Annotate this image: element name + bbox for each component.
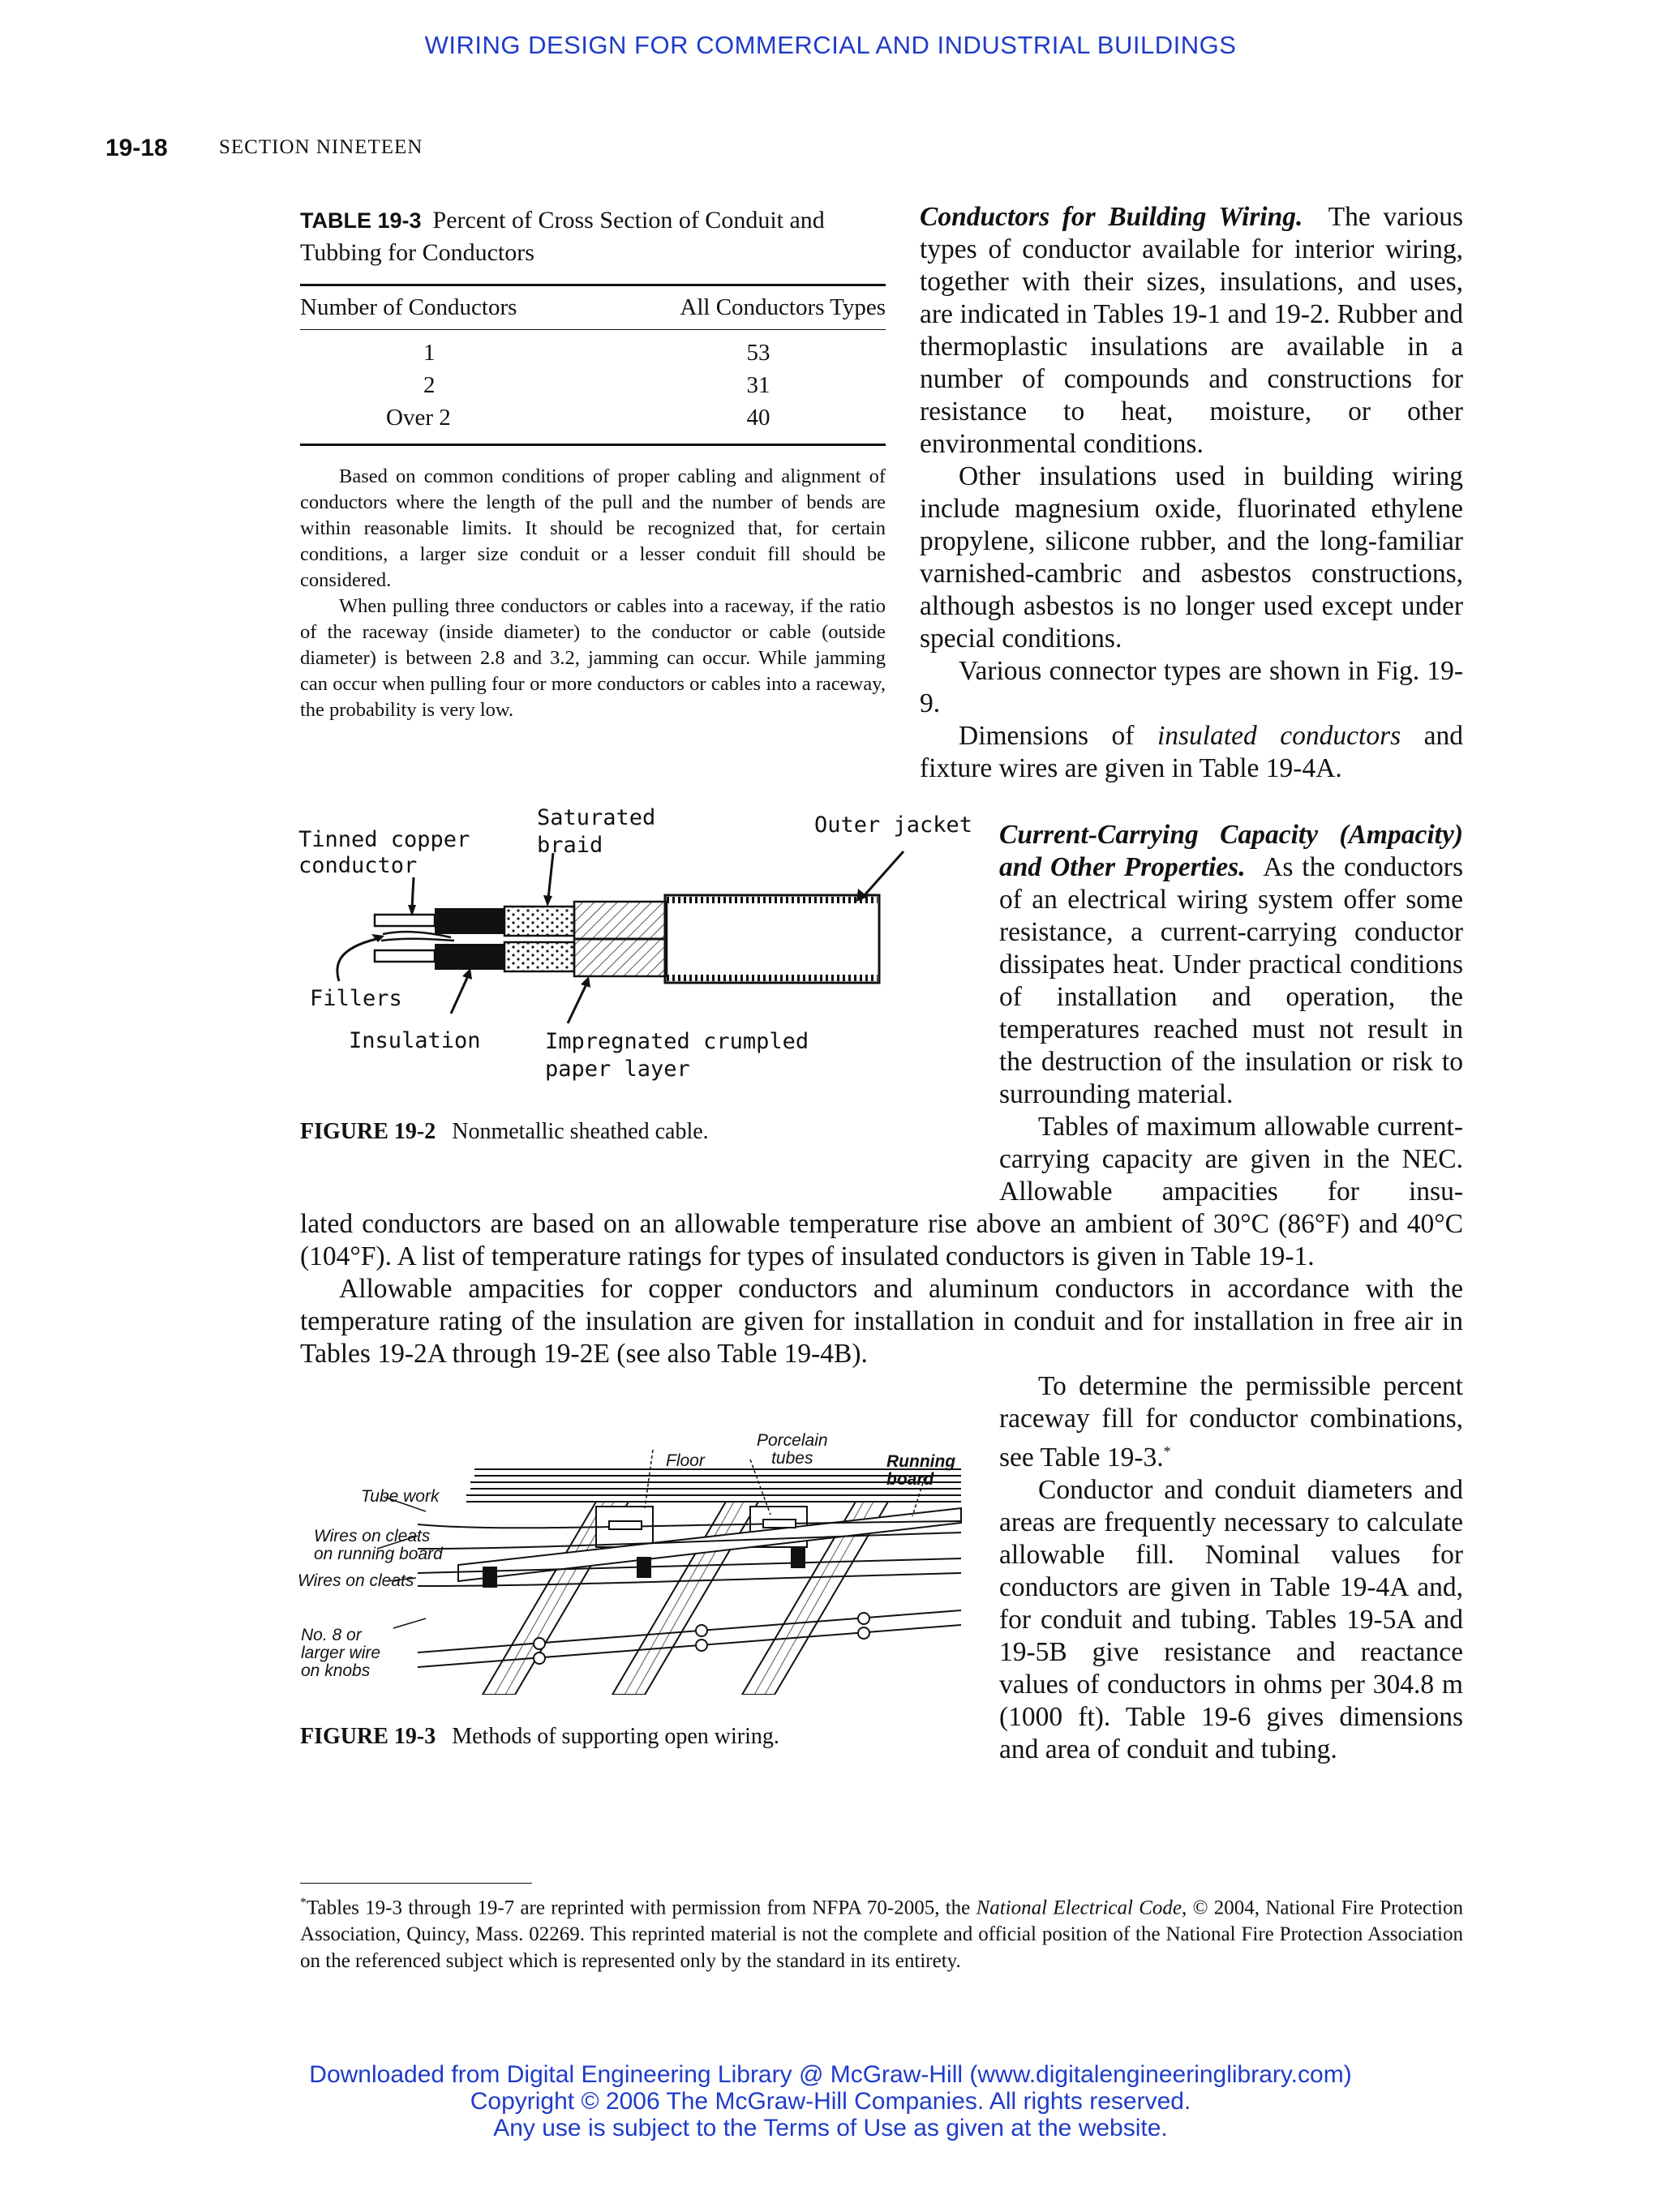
section-heading: Current-Carrying Capacity (Ampacity) and Other Properties. — [999, 820, 1463, 882]
label-line: tubes — [771, 1449, 813, 1468]
figure-19-2-caption — [300, 1119, 709, 1145]
table-row — [300, 401, 886, 434]
figure-label: FIGURE 19-2 — [300, 1119, 436, 1144]
emphasis: National Electrical Code — [976, 1897, 1182, 1919]
figure-label: FIGURE 19-3 — [300, 1724, 436, 1749]
paragraph-text: and fixture wires are given in Table 19-4A. — [920, 721, 1464, 783]
figure-label — [314, 1528, 443, 1563]
label-line: Saturated — [537, 805, 656, 830]
label-line: Wires on cleats — [314, 1527, 431, 1545]
label-line: No. 8 or — [301, 1626, 362, 1644]
column-header: All Conductors Types — [680, 294, 886, 320]
table-note: Based on common conditions of proper cabling and alignment of conductors where the length of the pull and the number of bends are within reasonable limits. It should be recognized that, for certain conditions, a larger size conduit or a lesser conduit fill should be considered. — [300, 465, 886, 591]
notice-line: Any use is subject to the Terms of Use as given at the website. — [493, 2115, 1168, 2141]
paragraph: As the conductors of an electrical wiring system offer some resistance, a current-carrying conductor dissipates heat. Under practical conditions of installation and operation, the temperatures reached must not result in the destruction of the insulation or risk to surrounding material. — [999, 852, 1463, 1109]
table-caption — [300, 204, 886, 269]
table-title: Percent of Cross Section of Conduit and Tubbing for Conductors — [300, 207, 825, 266]
footnote-mark: * — [1163, 1443, 1171, 1460]
footnote-text: Tables 19-3 through 19-7 are reprinted with permission from NFPA 70-2005, the — [307, 1897, 971, 1919]
label-line: Tinned copper — [298, 827, 470, 852]
label-line: on knobs — [301, 1661, 371, 1680]
figure-label: Tube work — [361, 1487, 440, 1506]
section-raceway-fill — [999, 1370, 1463, 1766]
label-line: Running — [886, 1452, 956, 1471]
figure-label — [545, 1028, 809, 1083]
figure-label: Floor — [666, 1451, 705, 1470]
column-header: Number of Conductors — [300, 294, 517, 320]
label-line: on running board — [314, 1545, 443, 1563]
label-line: braid — [537, 833, 603, 858]
figure-label: Insulation — [349, 1028, 481, 1053]
paragraph: To determine the permissible percent raceway fill for conductor combinations, see Table 19-3. — [999, 1371, 1463, 1473]
table-cell: 1 — [423, 340, 436, 366]
paragraph-text: Dimensions of — [959, 721, 1135, 751]
paragraph: Allowable ampacities for copper conductors and aluminum conductors in accordance with the temperature rating of the insulation are given for installation in conduit and for installation in free air in Tables 19-2A through 19-2E (see also Table 19-4B). — [300, 1274, 1463, 1369]
label-line: conductor — [298, 853, 418, 878]
table-header-row — [300, 286, 886, 329]
section-heading: Conductors for Building Wiring. — [920, 202, 1303, 232]
paragraph: Other insulations used in building wiring include magnesium oxide, fluorinated ethylene propylene, silicone rubber, and the long-familiar varnished-cambric and asbestos constructions, although asbestos is no longer used except under special conditions. — [920, 461, 1463, 654]
label-line: board — [886, 1470, 934, 1489]
paragraph: Conductor and conduit diameters and areas are frequently necessary to calculate allowable fill. Nominal values for conductors are given in Table 19-4A and, for conduit and tubing. Tables 19-5A and 19-5B give resistance and reactance values of conductors in ohms per 304.8 m (1000 ft). Table 19-6 gives dimensions and area of conduit and tubing. — [999, 1475, 1463, 1765]
figure-label — [757, 1432, 828, 1468]
figure-label — [301, 1627, 380, 1680]
table-cell: Over 2 — [386, 405, 451, 431]
table-cell: 40 — [746, 405, 770, 431]
table-row — [300, 369, 886, 401]
running-header: WIRING DESIGN FOR COMMERCIAL AND INDUSTRIAL BUILDINGS — [424, 31, 1237, 59]
ampacity-full-width — [300, 1208, 1463, 1370]
paragraph: Tables of maximum allowable current-carrying capacity are given in the NEC. Allowable ampacities for insu- — [999, 1112, 1463, 1207]
figure-label: Wires on cleats — [298, 1571, 414, 1590]
figure-19-2-drawing — [292, 803, 973, 1111]
footnote-rule — [300, 1883, 532, 1884]
figure-label — [537, 804, 655, 860]
notice-line: Copyright © 2006 The McGraw-Hill Companies. All rights reserved. — [470, 2088, 1191, 2115]
page-number: 19-18 — [105, 135, 168, 161]
table-cell: 31 — [746, 372, 770, 398]
figure-caption: Nonmetallic sheathed cable. — [452, 1119, 709, 1144]
footnote — [300, 1889, 1463, 1974]
paragraph: The various types of conductor available for interior wiring, together with their sizes, insulations, and uses, are indicated in Tables 19-1 and 19-2. Rubber and thermoplastic insulations are available in a number of compounds and constructions for resistance to heat, moisture, or other environmental conditions. — [920, 202, 1464, 459]
figure-label: Fillers — [310, 986, 402, 1011]
section-ampacity — [999, 819, 1463, 1208]
download-notice — [0, 2061, 1661, 2141]
figure-label — [298, 827, 470, 879]
paragraph: lated conductors are based on an allowable temperature rise above an ambient of 30°C (86°F) and 40°C (104°F). A list of temperature ratings for types of insulated conductors is given in Table 19-1. — [300, 1209, 1463, 1271]
footnote-mark: * — [300, 1896, 307, 1910]
figure-label — [886, 1453, 955, 1489]
figure-caption: Methods of supporting open wiring. — [452, 1724, 779, 1749]
label-line: paper layer — [545, 1057, 690, 1082]
paragraph: Various connector types are shown in Fig. 19-9. — [920, 656, 1463, 718]
conductor-fill-table — [300, 286, 886, 444]
notice-line: Downloaded from Digital Engineering Library @ McGraw-Hill (www.digitalengineeringlibrary.com) — [309, 2061, 1352, 2088]
label-line: Porcelain — [757, 1431, 828, 1450]
emphasis: insulated conductors — [1157, 721, 1401, 751]
table-label: TABLE 19-3 — [300, 208, 422, 233]
label-line: larger wire — [301, 1644, 381, 1662]
table-row — [300, 337, 886, 369]
figure-label: Outer jacket — [814, 812, 973, 838]
section-label: SECTION NINETEEN — [219, 136, 423, 158]
figure-19-3-caption — [300, 1724, 779, 1750]
section-building-wiring — [920, 201, 1463, 785]
figure-19-3-drawing — [296, 1427, 973, 1695]
table-note: When pulling three conductors or cables into a raceway, if the ratio of the raceway (inside diameter) to the conductor or cable (outside diameter) is between 2.8 and 3.2, jamming can occur. While jamming can occur when pulling four or more conductors or cables into a raceway, the probability is very low. — [300, 595, 886, 721]
footnote-text: , © 2004, National Fire Protection Association, Quincy, Mass. 02269. This reprinted material is not the complete and official position of the National Fire Protection Association on the referenced subject which is represented only by the standard in its entirety. — [300, 1897, 1463, 1973]
label-line: Impregnated crumpled — [545, 1029, 809, 1054]
table-19-3 — [300, 204, 886, 723]
table-cell: 2 — [423, 372, 436, 398]
table-cell: 53 — [746, 340, 770, 366]
